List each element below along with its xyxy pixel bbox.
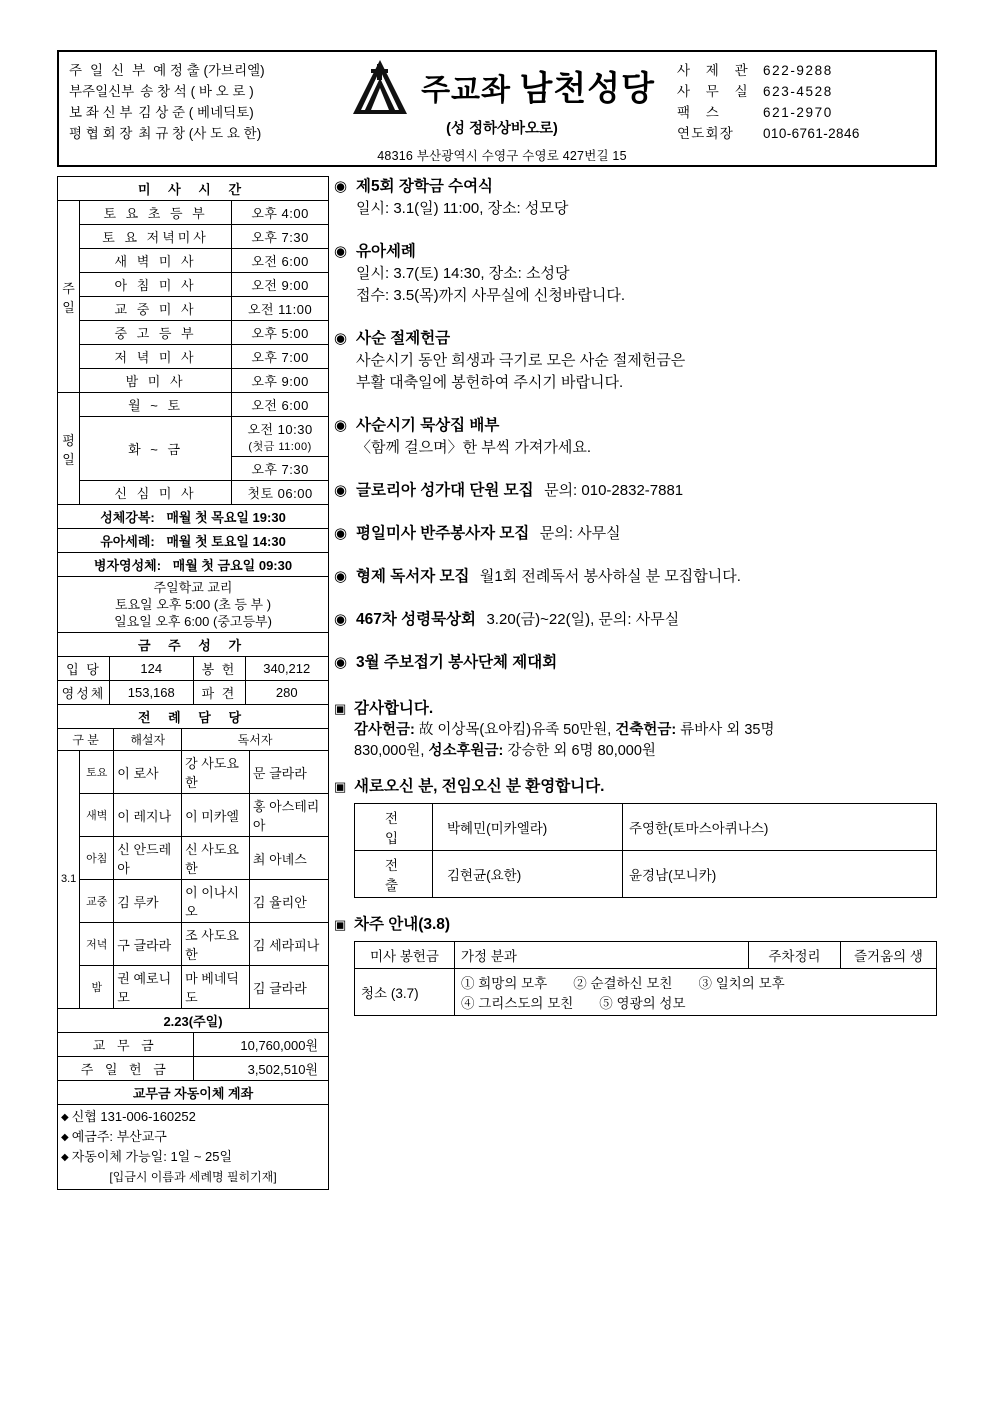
table-row: 병자영성체: 매월 첫 금요일 09:30 — [58, 553, 329, 577]
notice-item: ◉ 사순시기 묵상집 배부 〈함께 걸으며〉한 부씩 가져가세요. — [334, 415, 937, 459]
diamond-bullet-icon: ◆ — [61, 1112, 69, 1123]
table-row: 중 고 등 부 오후 5:00 — [58, 321, 329, 345]
notice-item: ◉ 467차 성령묵상회 3.20(금)~22(일), 문의: 사무실 — [334, 609, 937, 631]
table-row: 유아세례: 매월 첫 토요일 14:30 — [58, 529, 329, 553]
table-row: 저녁 구 글라라 조 사도요한 김 세라피나 — [58, 923, 329, 966]
list-item: ◆ 자동이체 가능일: 1일 ~ 25일 — [61, 1149, 233, 1164]
clergy-row: 평 협 회 장 최 규 창 (사 도 요 한) — [69, 126, 262, 141]
notice-item: ◉ 사순 절제헌금 사순시기 동안 희생과 극기로 모은 사순 절제헌금은 부활 대축일에 봉헌하여 주시기 바랍니다. — [334, 328, 937, 394]
contact-row: 팩 스 621-2970 — [677, 105, 833, 120]
table-row: 성체강복: 매월 첫 목요일 19:30 — [58, 505, 329, 529]
sunday-label: 주 일 — [58, 201, 80, 393]
table-row: 평 일 월 ~ 토 오전 6:00 — [58, 393, 329, 417]
liturgy-title: 전 례 담 당 — [58, 705, 329, 729]
weekday-label: 평 일 — [58, 393, 80, 505]
table-row: 청소 (3.7) ① 희망의 모후 ② 순결하신 모친 ③ 일치의 모후 ④ 그리스도의 모친 ⑤ 영광의 성모 — [355, 969, 937, 1016]
mass-schedule-table — [57, 176, 329, 633]
table-row: 전 출 김현균(요한) 윤경남(모니카) — [355, 851, 937, 898]
table-row: 영성체 153,168 파 견 280 — [58, 681, 329, 705]
mass-schedule-title: 미 사 시 간 — [58, 177, 329, 201]
square-bullet-icon: ▣ — [334, 779, 347, 794]
account-details — [58, 1105, 329, 1190]
table-row: 입 당 124 봉 헌 340,212 — [58, 657, 329, 681]
table-row: 주 일 토 요 초 등 부 오후 4:00 — [58, 201, 329, 225]
duty-table — [354, 941, 937, 1016]
table-row: 3.1 토요 이 로사 강 사도요한 문 글라라 — [58, 751, 329, 794]
table-row: 밤 권 예로니모 마 베네딕도 김 글라라 — [58, 966, 329, 1009]
table-row: 화 ~ 금 오전 10:30 (첫금 11:00) — [58, 417, 329, 457]
clergy-row: 보 좌 신 부 김 상 준 ( 베네딕토) — [69, 105, 254, 120]
contact-list — [673, 52, 935, 165]
liturgy-date: 3.1 — [58, 751, 80, 1009]
next-week-duty-block: ▣ 차주 안내(3.8) 미사 봉헌금 가정 분과 주차정리 즐거움의 생 청소 (3.7) ① 희망의 모후 ② 순결하신 모친 ③ 일치의 모후 ④ 그리스도의 모친 ⑤ 영광의 성모 — [334, 914, 937, 1016]
notices-column — [334, 176, 937, 1037]
circle-bullet-icon: ◉ — [334, 330, 348, 347]
parish-logo-icon — [349, 58, 411, 116]
circle-bullet-icon: ◉ — [334, 568, 348, 585]
circle-bullet-icon: ◉ — [334, 525, 348, 542]
hymn-title: 금 주 성 가 — [58, 633, 329, 657]
list-item: ◆ 신협 131-006-160252 — [61, 1109, 196, 1124]
thanks-block: ▣ 감사합니다. 감사헌금: 故 이상목(요아킴)유족 50만원, 건축헌금: 류바사 외 35명 830,000원, 성소후원금: 강승한 외 6명 80,000원 — [334, 698, 937, 762]
circle-bullet-icon: ◉ — [334, 417, 348, 434]
parish-subtitle: (성 정하상바오로) — [446, 121, 558, 137]
welcome-block: ▣ 새로오신 분, 전임오신 분 환영합니다. 전 입 박혜민(미카엘라) 주영한(토마스아퀴나스) 전 출 김현균(요한) 윤경남(모니카) — [334, 776, 937, 898]
table-row: 아침 신 안드레아 신 사도요한 최 아녜스 — [58, 837, 329, 880]
diamond-bullet-icon: ◆ — [61, 1132, 69, 1143]
table-row: 전 입 박혜민(미카엘라) 주영한(토마스아퀴나스) — [355, 804, 937, 851]
clergy-row: 부주일신부 송 창 석 ( 바 오 로 ) — [69, 84, 254, 99]
contact-row: 사 제 관 622-9288 — [677, 63, 833, 78]
parish-address: 48316 부산광역시 수영구 수영로 427번길 15 — [377, 149, 627, 163]
welcome-table — [354, 803, 937, 898]
notice-item: ◉ 형제 독서자 모집 월1회 전례독서 봉사하실 분 모집합니다. — [334, 566, 937, 588]
table-row: 주 일 헌 금 3,502,510원 — [58, 1057, 329, 1081]
liturgy-duty-table — [57, 704, 329, 1009]
left-column — [57, 176, 329, 1190]
table-row: 오후 7:30 — [58, 457, 329, 481]
table-row: 교 무 금 10,760,000원 — [58, 1033, 329, 1057]
table-row: 밤 미 사 오후 9:00 — [58, 369, 329, 393]
finance-table — [57, 1008, 329, 1081]
table-row: 저 녁 미 사 오후 7:00 — [58, 345, 329, 369]
table-row: 새 벽 미 사 오전 6:00 — [58, 249, 329, 273]
table-row: 신 심 미 사 첫토 06:00 — [58, 481, 329, 505]
bulletin-header — [57, 50, 937, 167]
hymn-table — [57, 632, 329, 705]
circle-bullet-icon: ◉ — [334, 611, 348, 628]
diamond-bullet-icon: ◆ — [61, 1152, 69, 1163]
account-table — [57, 1080, 329, 1190]
table-row: 교중 김 루카 이 이나시오 김 율리안 — [58, 880, 329, 923]
table-row: 새벽 이 레지나 이 미카엘 홍 아스테리아 — [58, 794, 329, 837]
square-bullet-icon: ▣ — [334, 917, 347, 932]
notice-item: ◉ 유아세례 일시: 3.7(토) 14:30, 장소: 소성당 접수: 3.5(목)까지 사무실에 신청바랍니다. — [334, 241, 937, 307]
contact-row: 사 무 실 623-4528 — [677, 84, 833, 99]
notice-item: ◉ 평일미사 반주봉사자 모집 문의: 사무실 — [334, 523, 937, 545]
page-title: 주교좌 남천성당 — [421, 70, 655, 108]
clergy-row: 주 일 신 부 예 정 출 (가브리엘) — [69, 63, 265, 78]
table-row: 아 침 미 사 오전 9:00 — [58, 273, 329, 297]
table-row: 교 중 미 사 오전 11:00 — [58, 297, 329, 321]
circle-bullet-icon: ◉ — [334, 243, 348, 260]
table-header-row: 구 분 해설자 독서자 — [58, 729, 329, 751]
account-title: 교무금 자동이체 계좌 — [58, 1081, 329, 1105]
account-note: [입금시 이름과 세례명 필히기재] — [109, 1170, 277, 1184]
contact-row: 연도회장 010-6761-2846 — [677, 126, 860, 141]
finance-date: 2.23(주일) — [58, 1009, 329, 1033]
notice-item: ◉ 제5회 장학금 수여식 일시: 3.1(일) 11:00, 장소: 성모당 — [334, 176, 937, 220]
table-header-row: 미사 봉헌금 가정 분과 주차정리 즐거움의 생 — [355, 942, 937, 969]
circle-bullet-icon: ◉ — [334, 654, 348, 671]
table-row: 토 요 저녁미사 오후 7:30 — [58, 225, 329, 249]
list-item: ◆ 예금주: 부산교구 — [61, 1129, 167, 1144]
circle-bullet-icon: ◉ — [334, 178, 348, 195]
parish-identity — [331, 52, 673, 165]
notice-item: ◉ 글로리아 성가대 단원 모집 문의: 010-2832-7881 — [334, 480, 937, 502]
circle-bullet-icon: ◉ — [334, 482, 348, 499]
sunday-school-block: 주일학교 교리 토요일 오후 5:00 (초 등 부 ) 일요일 오후 6:00 (중고등부) — [58, 577, 329, 633]
duty-items: ① 희망의 모후 ② 순결하신 모친 ③ 일치의 모후 ④ 그리스도의 모친 ⑤ 영광의 성모 — [455, 969, 937, 1016]
square-bullet-icon: ▣ — [334, 701, 347, 716]
clergy-list — [59, 52, 331, 165]
notice-item: ◉ 3월 주보접기 봉사단체 제대회 — [334, 652, 937, 674]
